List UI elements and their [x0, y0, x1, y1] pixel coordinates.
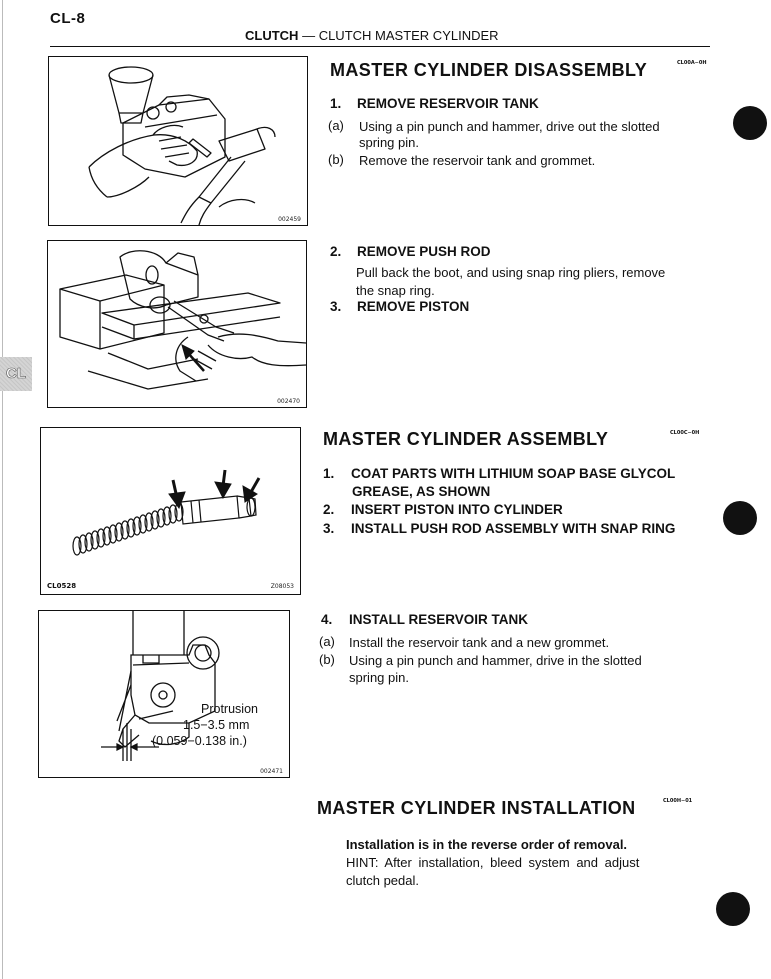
sub-line-2: spring pin. [349, 670, 409, 685]
step-number: 1. [330, 96, 342, 111]
page-header [245, 28, 499, 43]
figure-code: 002471 [260, 768, 283, 775]
header-subsection: CLUTCH MASTER CYLINDER [318, 28, 499, 43]
assembly-step-1 [323, 466, 675, 481]
sub-label: (a) [328, 118, 344, 133]
spring-coils [73, 503, 183, 555]
marker-dot [723, 501, 757, 535]
step-number: 1. [323, 466, 335, 481]
disassembly-step-1b [328, 151, 728, 171]
piston-spring-illustration [41, 428, 300, 594]
sub-label: (b) [319, 652, 335, 667]
figure-code: 002470 [277, 398, 300, 405]
sub-line-2: spring pin. [359, 135, 419, 150]
step-number: 4. [321, 612, 333, 627]
step-title: REMOVE PISTON [357, 299, 470, 314]
figure-coat-parts [40, 427, 301, 595]
disassembly-title: MASTER CYLINDER DISASSEMBLY [330, 60, 648, 80]
installation-hint-line-1: HINT: After installation, bleed system and adjust [346, 855, 640, 870]
figure-label: CL0528 [47, 582, 77, 590]
page-edge-line [2, 0, 3, 979]
figure-remove-reservoir [48, 56, 308, 226]
figure-install-reservoir [38, 610, 290, 778]
assembly-step-4b [319, 651, 719, 691]
protrusion-illustration [39, 611, 289, 777]
assembly-step-4a [319, 633, 719, 653]
installation-line-1: Installation is in the reverse order of removal. [346, 837, 628, 852]
disassembly-step-2-line-1: Pull back the boot, and using snap ring pliers, remove [356, 265, 666, 280]
marker-dot [716, 892, 750, 926]
sub-line-1: Using a pin punch and hammer, drive in the slotted [349, 653, 642, 668]
assembly-step-2 [323, 502, 563, 517]
step-number: 2. [330, 244, 342, 259]
sub-label: (a) [319, 634, 335, 649]
protrusion-label: Protrusion [201, 702, 258, 716]
step-number: 3. [330, 299, 342, 314]
disassembly-step-2 [330, 244, 491, 259]
installation-hint-line-2: clutch pedal. [346, 873, 419, 888]
figure-code: 002459 [278, 216, 301, 223]
step-title: INSTALL RESERVOIR TANK [349, 612, 529, 627]
assembly-title: MASTER CYLINDER ASSEMBLY [323, 429, 609, 449]
disassembly-step-1 [330, 96, 539, 111]
disassembly-step-2-line-2: the snap ring. [356, 283, 435, 298]
installation-title: MASTER CYLINDER INSTALLATION [317, 798, 636, 818]
step-title: REMOVE PUSH ROD [357, 244, 491, 259]
reservoir-punch-illustration [49, 57, 307, 225]
sub-label: (b) [328, 152, 344, 167]
push-rod-illustration [48, 241, 306, 407]
sub-line-1: Using a pin punch and hammer, drive out the slotted [359, 119, 660, 134]
protrusion-inches: (0.059−0.138 in.) [152, 734, 247, 748]
sub-text: Install the reservoir tank and a new grommet. [349, 635, 610, 650]
figure-remove-push-rod [47, 240, 307, 408]
disassembly-code: CL00A−0H [677, 60, 707, 66]
installation-code: CL00H−01 [663, 798, 693, 804]
header-section: CLUTCH [245, 28, 299, 43]
step-title: COAT PARTS WITH LITHIUM SOAP BASE GLYCOL [351, 466, 676, 481]
assembly-code: CL00C−0H [670, 430, 700, 436]
step-title: INSERT PISTON INTO CYLINDER [351, 502, 563, 517]
disassembly-step-3 [330, 299, 469, 314]
sub-text: Remove the reservoir tank and grommet. [359, 153, 596, 168]
step-title: REMOVE RESERVOIR TANK [357, 96, 539, 111]
assembly-step-3 [323, 521, 675, 536]
marker-dot [733, 106, 767, 140]
step-number: 2. [323, 502, 335, 517]
assembly-step-4 [321, 612, 528, 627]
page-number: CL-8 [50, 10, 86, 27]
step-number: 3. [323, 521, 335, 536]
protrusion-mm: 1.5−3.5 mm [183, 718, 250, 732]
header-rule [50, 46, 710, 47]
step-title: INSTALL PUSH ROD ASSEMBLY WITH SNAP RING [351, 521, 676, 536]
section-tab: CL [0, 357, 32, 391]
assembly-step-1-line-2: GREASE, AS SHOWN [352, 484, 491, 499]
header-separator: — [302, 28, 316, 43]
figure-code: Z08053 [270, 583, 294, 590]
